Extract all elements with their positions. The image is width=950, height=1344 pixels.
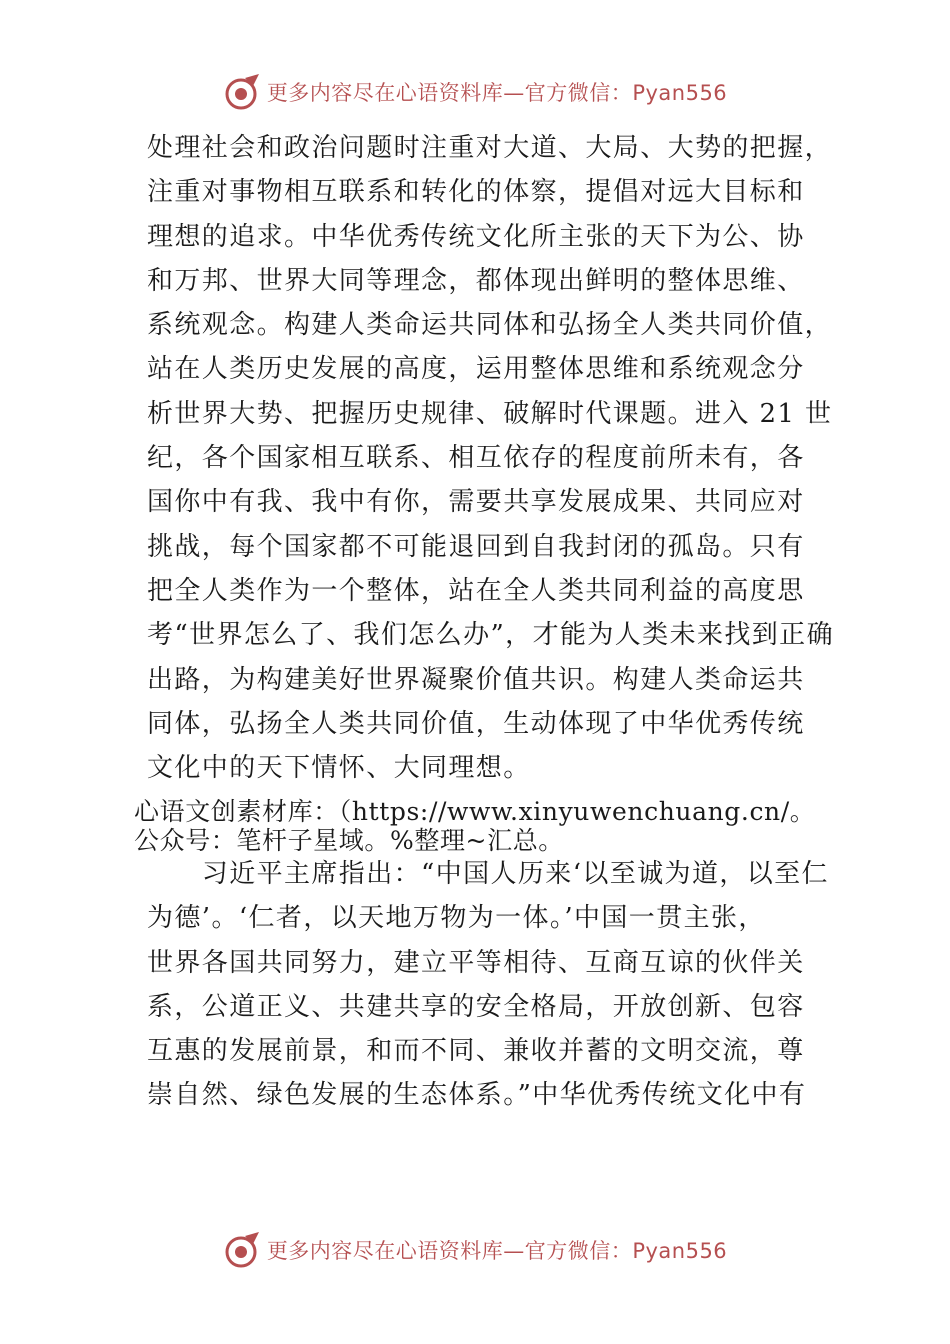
- footer-banner: [0, 1228, 950, 1272]
- ad-line-website: 心语文创素材库：（https://www.xinyuwenchuang.cn/。: [134, 797, 816, 826]
- ad-line-account: 公众号：笔杆子星域。%整理~汇总。: [134, 826, 564, 855]
- text-line: 同体，弘扬全人类共同价值，生动体现了中华优秀传统: [147, 708, 805, 739]
- text-line: 互惠的发展前景，和而不同、兼收并蓄的文明交流，尊: [147, 1036, 805, 1067]
- text-line: 国你中有我、我中有你，需要共享发展成果、共同应对: [147, 487, 805, 518]
- text-line: 考“世界怎么了、我们怎么办”，才能为人类未来找到正确: [147, 620, 834, 651]
- header-banner: [0, 70, 950, 114]
- text-line: 理想的追求。中华优秀传统文化所主张的天下为公、协: [147, 221, 805, 252]
- logo-icon: [223, 1230, 263, 1270]
- text-line: 为德’。‘仁者，以天地万物为一体。’中国一贯主张，: [147, 903, 766, 934]
- text-line: 站在人类历史发展的高度，运用整体思维和系统观念分: [147, 354, 805, 385]
- footer-banner-text: 更多内容尽在心语资料库—官方微信：Pyan556: [266, 1239, 728, 1263]
- text-line: 系，公道正义、共建共享的安全格局，开放创新、包容: [147, 991, 805, 1022]
- text-line: 把全人类作为一个整体，站在全人类共同利益的高度思: [147, 575, 805, 606]
- text-line: 析世界大势、把握历史规律、破解时代课题。进入 21 世: [147, 398, 833, 429]
- text-line: 文化中的天下情怀、大同理想。: [147, 753, 531, 784]
- text-line: 世界各国共同努力，建立平等相待、互商互谅的伙伴关: [147, 947, 805, 978]
- text-line: 崇自然、绿色发展的生态体系。”中华优秀传统文化中有: [147, 1080, 807, 1111]
- header-banner-text: 更多内容尽在心语资料库—官方微信：Pyan556: [266, 81, 728, 105]
- text-line: 习近平主席指出：“中国人历来‘以至诚为道，以至仁: [147, 859, 829, 889]
- text-line: 和万邦、世界大同等理念，都体现出鲜明的整体思维、: [147, 265, 805, 296]
- text-line: 系统观念。构建人类命运共同体和弘扬全人类共同价值，: [147, 310, 833, 341]
- text-line: 出路，为构建美好世界凝聚价值共识。构建人类命运共: [147, 664, 805, 695]
- logo-icon: [223, 72, 263, 112]
- text-line: 纪，各个国家相互联系、相互依存的程度前所未有，各: [147, 443, 805, 474]
- header-wechat-id: Pyan556: [632, 81, 728, 105]
- text-line: 注重对事物相互联系和转化的体察，提倡对远大目标和: [147, 177, 805, 208]
- body-text-block-2: [147, 852, 827, 1118]
- text-line: 挑战，每个国家都不可能退回到自我封闭的孤岛。只有: [147, 531, 805, 562]
- footer-wechat-id: Pyan556: [632, 1239, 728, 1263]
- body-text-block: [147, 126, 834, 790]
- text-line: 处理社会和政治问题时注重对大道、大局、大势的把握，: [147, 133, 833, 163]
